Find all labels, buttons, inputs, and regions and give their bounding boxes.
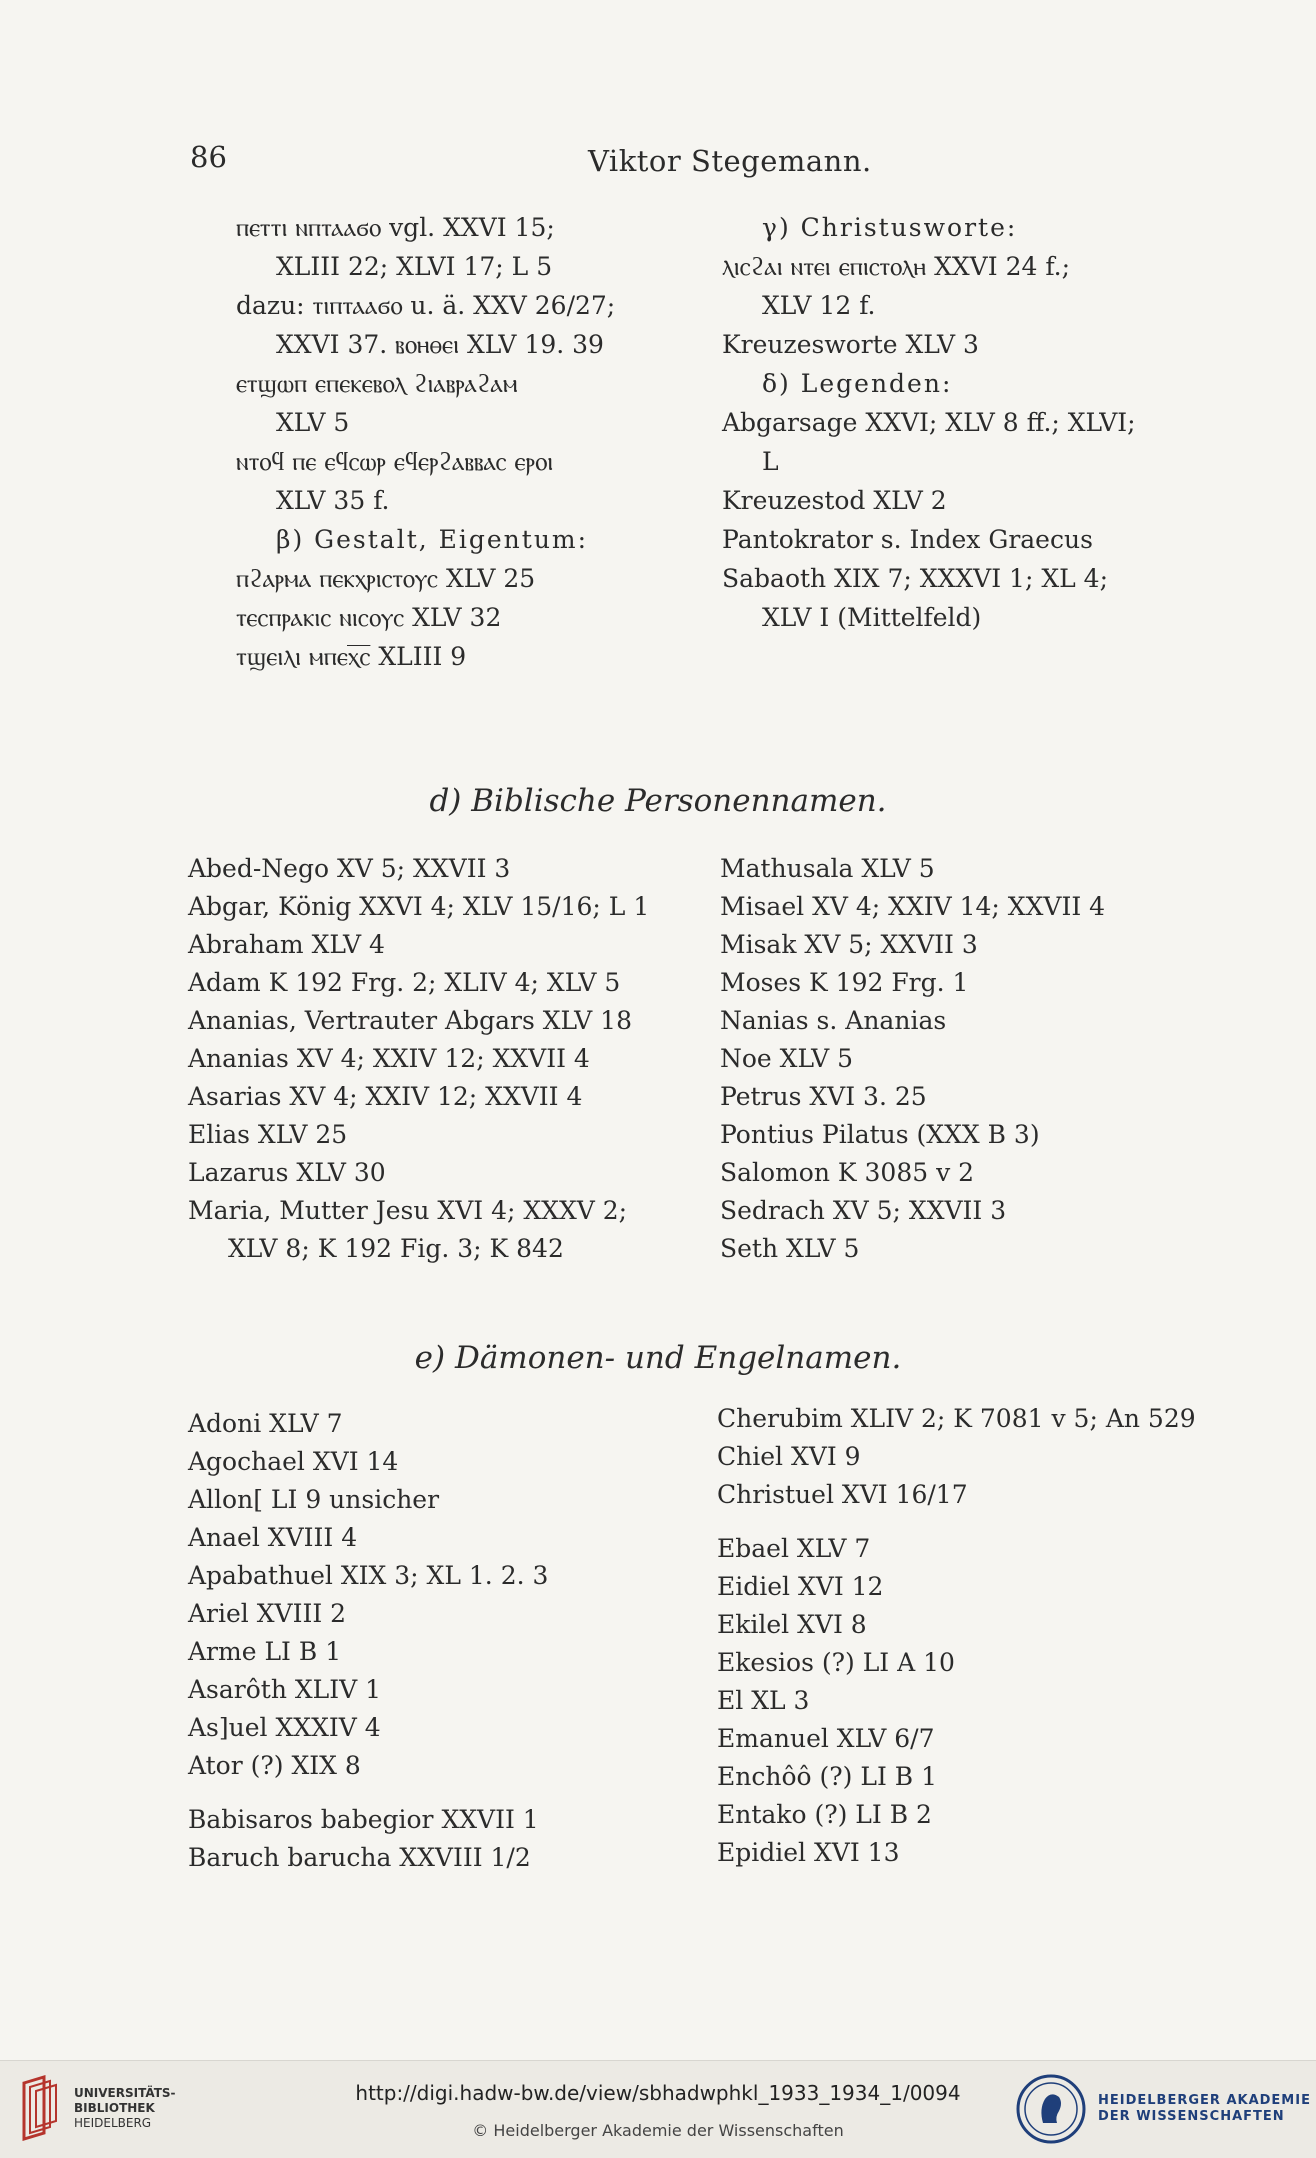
source-url-link[interactable]: http://digi.hadw-bw.de/view/sbhadwphkl_1933_1934_1/0094 (355, 2081, 961, 2105)
index-entry: ⲗⲓⲥϩⲁⲓ ⲛⲧⲉⲓ ⲉⲡⲓⲥⲧⲟⲗⲏ XXVI 24 f.; (722, 252, 1071, 281)
index-entry: Ananias XV 4; XXIV 12; XXVII 4 (188, 1044, 590, 1073)
index-entry: Enchôô (?) LI B 1 (717, 1762, 938, 1791)
index-entry: Sedrach XV 5; XXVII 3 (720, 1196, 1007, 1225)
index-entry: XLV 8; K 192 Fig. 3; K 842 (228, 1234, 564, 1263)
page-number: 86 (190, 140, 227, 174)
index-entry: Baruch barucha XXVIII 1/2 (188, 1843, 531, 1872)
index-entry: Kreuzesworte XLV 3 (722, 330, 979, 359)
index-entry: Arme LI B 1 (188, 1637, 342, 1666)
index-entry: ⲧⲉⲥⲡⲣⲁⲕⲓⲥ ⲛⲓⲥⲟⲩⲥ XLV 32 (236, 603, 502, 632)
section-d-left-column (188, 850, 688, 1268)
section-e-title: e) Dämonen- und Engelnamen. (414, 1340, 902, 1376)
index-entry: Cherubim XLIV 2; K 7081 v 5; An 529 (717, 1404, 1196, 1433)
index-entry: Anael XVIII 4 (188, 1523, 358, 1552)
index-entry: Asarias XV 4; XXIV 12; XXVII 4 (188, 1082, 583, 1111)
index-entry: Salomon K 3085 v 2 (720, 1158, 975, 1187)
section-d-title: d) Biblische Personennamen. (429, 783, 887, 819)
index-entry: Chiel XVI 9 (717, 1442, 861, 1471)
index-entry: Ananias, Vertrauter Abgars XLV 18 (188, 1006, 632, 1035)
index-entry: ⲡⲉⲧⲧⲓ ⲛⲡⲧⲁⲁϭⲟ vgl. XXVI 15; (236, 213, 555, 242)
index-entry: Emanuel XLV 6/7 (717, 1724, 935, 1753)
index-entry: Ariel XVIII 2 (188, 1599, 347, 1628)
index-entry: Misak XV 5; XXVII 3 (720, 930, 978, 959)
academy-name: HEIDELBERGER AKADEMIE DER WISSENSCHAFTEN (1098, 2093, 1311, 2124)
top-left-column (236, 208, 696, 676)
index-entry: Abgarsage XXVI; XLV 8 ff.; XLVI; (722, 408, 1136, 437)
index-entry: XLIII 22; XLVI 17; L 5 (276, 252, 553, 281)
index-entry: Allon[ LI 9 unsicher (188, 1485, 440, 1514)
index-entry: Christuel XVI 16/17 (717, 1480, 968, 1509)
index-entry: Babisaros babegior XXVII 1 (188, 1805, 539, 1834)
index-entry: Ekilel XVI 8 (717, 1610, 867, 1639)
index-entry: Mathusala XLV 5 (720, 854, 935, 883)
index-entry: XXVI 37. ⲃⲟⲏⲑⲉⲓ XLV 19. 39 (276, 330, 604, 359)
index-entry: Adoni XLV 7 (188, 1409, 343, 1438)
index-entry: L (762, 447, 779, 476)
index-entry: Pantokrator s. Index Graecus (722, 525, 1093, 554)
spacer (717, 1514, 1257, 1530)
index-entry: Ekesios (?) LI A 10 (717, 1648, 955, 1677)
index-entry: Apabathuel XIX 3; XL 1. 2. 3 (188, 1561, 549, 1590)
index-entry: XLV 5 (276, 408, 350, 437)
viewer-footer (0, 2060, 1316, 2158)
index-entry: Elias XLV 25 (188, 1120, 348, 1149)
index-entry: β) Gestalt, Eigentum: (276, 525, 589, 554)
index-entry: Asarôth XLIV 1 (188, 1675, 382, 1704)
index-entry: As]uel XXXIV 4 (188, 1713, 381, 1742)
index-entry: XLV I (Mittelfeld) (762, 603, 982, 632)
index-entry: Petrus XVI 3. 25 (720, 1082, 927, 1111)
index-entry: XLV 12 f. (762, 291, 876, 320)
index-entry: ⲛⲧⲟϥ ⲡⲉ ⲉϥⲥⲱⲣ ⲉϥⲉⲣϩⲁⲃⲃⲁⲥ ⲉⲣⲟⲓ (236, 447, 554, 476)
index-entry: Agochael XVI 14 (188, 1447, 399, 1476)
copyright-text: © Heidelberger Akademie der Wissenschaften (472, 2121, 844, 2140)
section-d-right-column (720, 850, 1240, 1268)
index-entry: Sabaoth XIX 7; XXXVI 1; XL 4; (722, 564, 1108, 593)
index-entry: Eidiel XVI 12 (717, 1572, 884, 1601)
index-entry: Ebael XLV 7 (717, 1534, 871, 1563)
index-entry: Misael XV 4; XXIV 14; XXVII 4 (720, 892, 1106, 921)
section-e-left-column (188, 1405, 688, 1877)
index-entry: Abraham XLV 4 (188, 930, 385, 959)
index-entry: δ) Legenden: (762, 369, 953, 398)
index-entry: Lazarus XLV 30 (188, 1158, 386, 1187)
index-entry: El XL 3 (717, 1686, 810, 1715)
index-entry: Abed-Nego XV 5; XXVII 3 (188, 854, 511, 883)
index-entry: Noe XLV 5 (720, 1044, 854, 1073)
index-entry: Maria, Mutter Jesu XVI 4; XXXV 2; (188, 1196, 628, 1225)
index-entry: ⲉⲧϣⲱⲡ ⲉⲡⲉⲕⲉⲃⲟⲗ ϩⲓⲁⲃⲣⲁϩⲁⲙ (236, 369, 518, 398)
index-entry: γ) Christusworte: (762, 213, 1018, 242)
spacer (188, 1785, 688, 1801)
page-header (190, 140, 1130, 180)
index-entry: Pontius Pilatus (XXX B 3) (720, 1120, 1040, 1149)
index-entry: dazu: ⲧⲓⲡⲧⲁⲁϭⲟ u. ä. XXV 26/27; (236, 291, 616, 320)
index-entry: Epidiel XVI 13 (717, 1838, 900, 1867)
index-entry: Adam K 192 Frg. 2; XLIV 4; XLV 5 (188, 968, 621, 997)
library-name: UNIVERSITÄTS- BIBLIOTHEK HEIDELBERG (74, 2086, 176, 2130)
index-entry: ⲡϩⲁⲣⲙⲁ ⲡⲉⲕⲭⲣⲓⲥⲧⲟⲩⲥ XLV 25 (236, 564, 536, 593)
index-entry: Seth XLV 5 (720, 1234, 860, 1263)
section-e-right-column (717, 1400, 1257, 1872)
index-entry: Moses K 192 Frg. 1 (720, 968, 969, 997)
running-title: Viktor Stegemann. (588, 144, 872, 178)
top-right-column (722, 208, 1242, 637)
index-entry: Kreuzestod XLV 2 (722, 486, 947, 515)
academy-seal-icon (1015, 2073, 1087, 2145)
index-entry: ⲧϣⲉⲓⲗⲓ ⲙⲡⲉⲭ̅ⲥ̅ XLIII 9 (236, 642, 467, 671)
index-entry: Ator (?) XIX 8 (188, 1751, 361, 1780)
index-entry: Abgar, König XXVI 4; XLV 15/16; L 1 (188, 892, 650, 921)
index-entry: XLV 35 f. (276, 486, 390, 515)
index-entry: Entako (?) LI B 2 (717, 1800, 932, 1829)
index-entry: Nanias s. Ananias (720, 1006, 947, 1035)
